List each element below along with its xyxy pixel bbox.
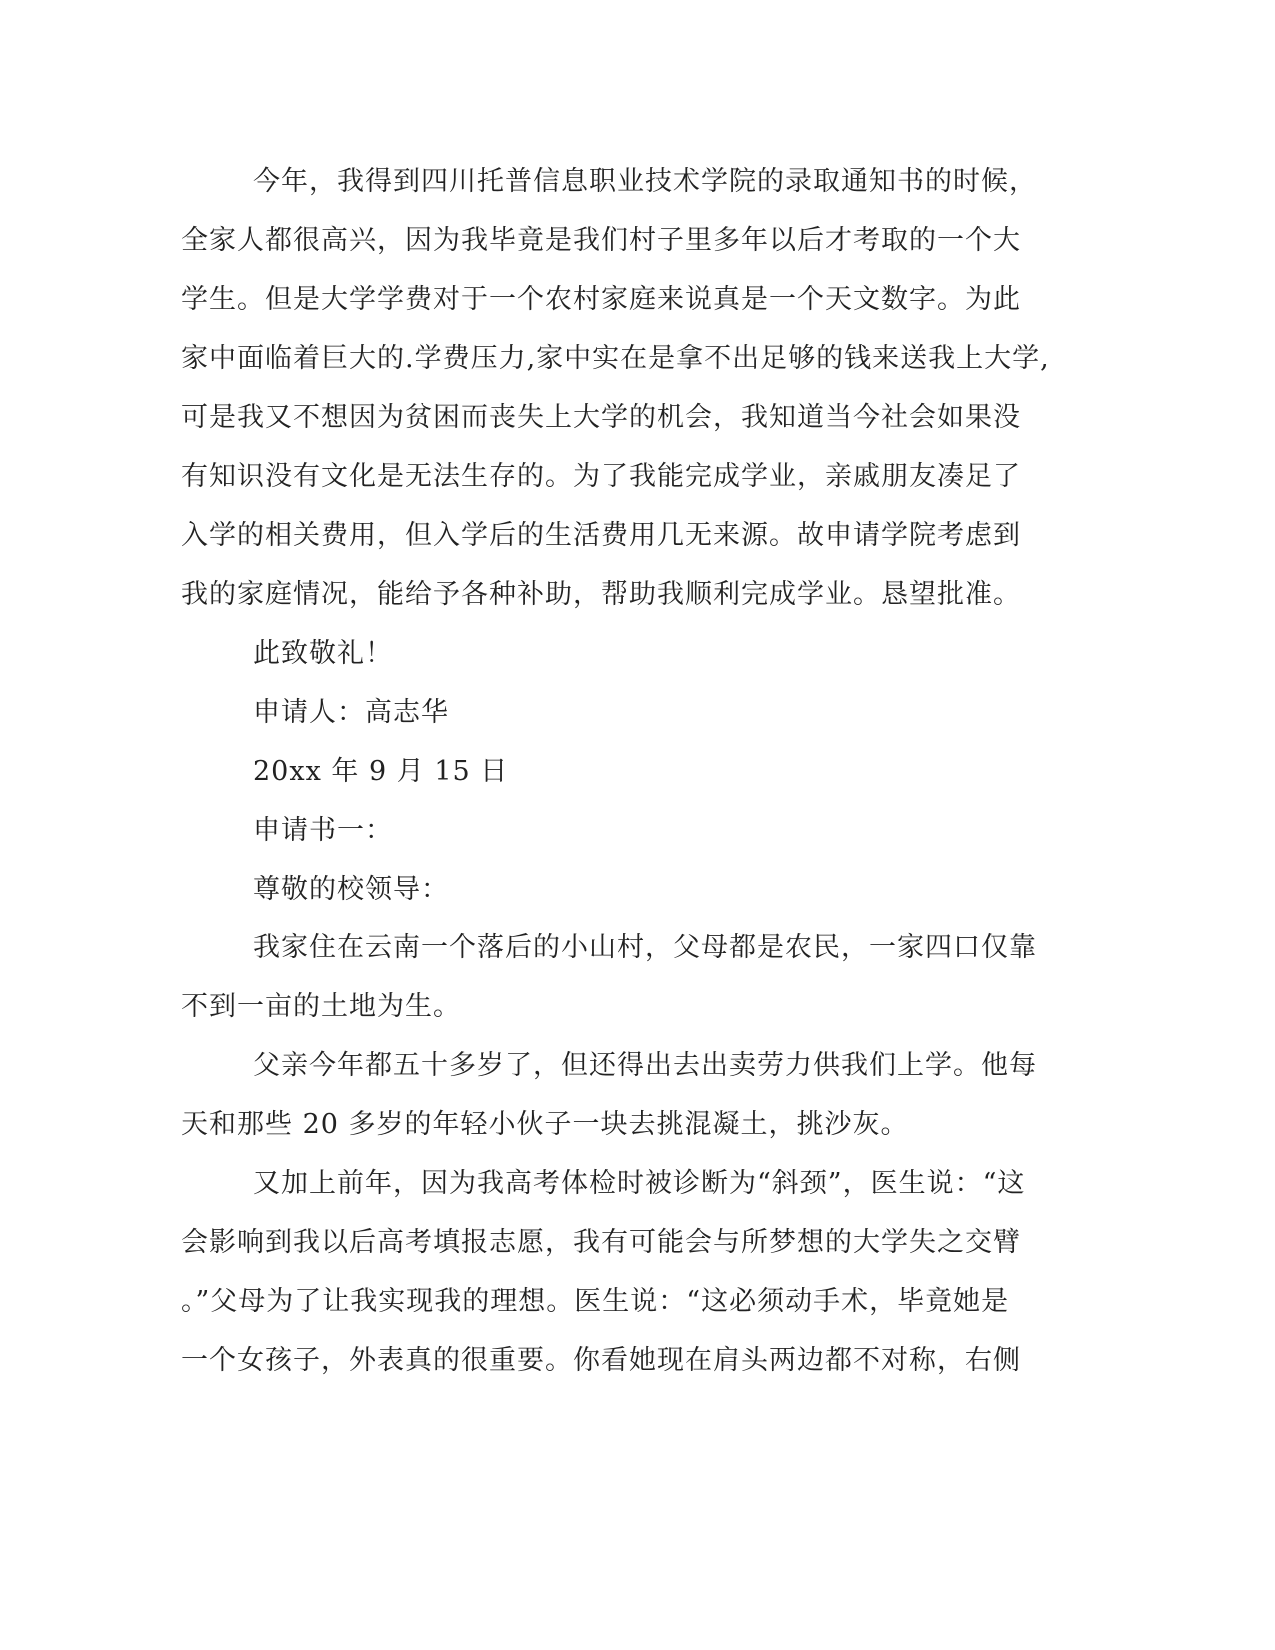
- paragraph-line: 会影响到我以后高考填报志愿，我有可能会与所梦想的大学失之交臂: [181, 1227, 1021, 1258]
- application-date: 20xx 年 9 月 15 日: [253, 756, 509, 787]
- paragraph-line: 天和那些 20 多岁的年轻小伙子一块去挑混凝土，挑沙灰。: [181, 1109, 909, 1140]
- paragraph-line: 家中面临着巨大的.学费压力,家中实在是拿不出足够的钱来送我上大学,: [181, 343, 1050, 374]
- paragraph-line: 今年，我得到四川托普信息职业技术学院的录取通知书的时候，: [253, 166, 1037, 197]
- greeting: 尊敬的校领导：: [253, 874, 449, 905]
- paragraph-line: 又加上前年，因为我高考体检时被诊断为“斜颈”，医生说：“这: [253, 1168, 1026, 1199]
- closing-salutation: 此致敬礼！: [253, 638, 393, 669]
- paragraph-line: 入学的相关费用，但入学后的生活费用几无来源。故申请学院考虑到: [181, 520, 1021, 551]
- paragraph-line: 。”父母为了让我实现我的理想。医生说：“这必须动手术，毕竟她是: [181, 1286, 1010, 1317]
- paragraph-line: 父亲今年都五十多岁了，但还得出去出卖劳力供我们上学。他每: [253, 1050, 1037, 1081]
- paragraph-line: 不到一亩的土地为生。: [181, 991, 461, 1022]
- applicant-signature: 申请人：高志华: [253, 697, 449, 728]
- paragraph-line: 学生。但是大学学费对于一个农村家庭来说真是一个天文数字。为此: [181, 284, 1021, 315]
- paragraph-line: 一个女孩子，外表真的很重要。你看她现在肩头两边都不对称，右侧: [181, 1345, 1021, 1376]
- paragraph-line: 我的家庭情况，能给予各种补助，帮助我顺利完成学业。恳望批准。: [181, 579, 1021, 610]
- paragraph-line: 有知识没有文化是无法生存的。为了我能完成学业，亲戚朋友凑足了: [181, 461, 1021, 492]
- paragraph-line: 我家住在云南一个落后的小山村，父母都是农民，一家四口仅靠: [253, 932, 1037, 963]
- section-heading: 申请书一：: [253, 815, 393, 846]
- paragraph-line: 全家人都很高兴，因为我毕竟是我们村子里多年以后才考取的一个大: [181, 225, 1021, 256]
- paragraph-line: 可是我又不想因为贫困而丧失上大学的机会，我知道当今社会如果没: [181, 402, 1021, 433]
